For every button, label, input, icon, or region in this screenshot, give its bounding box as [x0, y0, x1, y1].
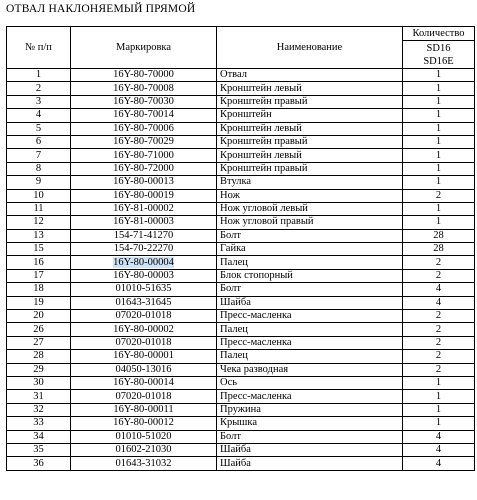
- row-quantity: 4: [403, 296, 475, 309]
- row-quantity: 1: [403, 95, 475, 108]
- row-number: 5: [7, 122, 71, 135]
- row-part-code: 01010-51020: [71, 430, 217, 443]
- row-number: 6: [7, 135, 71, 148]
- row-part-code: 07020-01018: [71, 336, 217, 349]
- header-name: Наименование: [217, 27, 403, 69]
- table-row: [7, 135, 475, 148]
- row-number: 30: [7, 376, 71, 389]
- row-number: 11: [7, 202, 71, 215]
- row-part-name: Шайба: [217, 296, 403, 309]
- table-row: [7, 149, 475, 162]
- table-row: [7, 189, 475, 202]
- table-row: [7, 202, 475, 215]
- row-part-name: Болт: [217, 430, 403, 443]
- row-part-code: 01602-21030: [71, 443, 217, 456]
- table-row: [7, 216, 475, 229]
- row-quantity: 2: [403, 256, 475, 269]
- row-part-code: 16Y-80-00014: [71, 376, 217, 389]
- row-part-code: 16Y-80-70030: [71, 95, 217, 108]
- row-part-name: Пружина: [217, 403, 403, 416]
- row-part-code: 16Y-80-00003: [71, 269, 217, 282]
- row-part-name: Шайба: [217, 443, 403, 456]
- row-quantity: 4: [403, 430, 475, 443]
- row-number: 13: [7, 229, 71, 242]
- header-model-sd16e: SD16E: [423, 55, 454, 67]
- row-number: 7: [7, 149, 71, 162]
- row-part-name: Кронштейн левый: [217, 122, 403, 135]
- table-row: [7, 82, 475, 95]
- row-quantity: 28: [403, 243, 475, 256]
- table-row: [7, 256, 475, 269]
- table-row: [7, 310, 475, 323]
- row-quantity: 2: [403, 189, 475, 202]
- row-number: 9: [7, 176, 71, 189]
- row-quantity: 1: [403, 417, 475, 430]
- table-row: [7, 176, 475, 189]
- row-part-code: 01643-31645: [71, 296, 217, 309]
- table-row: [7, 95, 475, 108]
- row-quantity: 1: [403, 376, 475, 389]
- row-part-code: 07020-01018: [71, 310, 217, 323]
- row-part-code: 16Y-80-70014: [71, 109, 217, 122]
- row-number: 27: [7, 336, 71, 349]
- row-part-name: Кронштейн левый: [217, 82, 403, 95]
- row-part-name: Отвал: [217, 69, 403, 82]
- row-part-name: Кронштейн правый: [217, 162, 403, 175]
- row-part-code: 16Y-81-00003: [71, 216, 217, 229]
- row-part-name: Нож угловой правый: [217, 216, 403, 229]
- header-row: [7, 27, 475, 41]
- parts-table-body: [7, 69, 475, 471]
- row-number: 36: [7, 457, 71, 470]
- document-title: ОТВАЛ НАКЛОНЯЕМЫЙ ПРЯМОЙ: [6, 3, 196, 15]
- table-row: [7, 376, 475, 389]
- row-part-name: Ось: [217, 376, 403, 389]
- row-quantity: 28: [403, 229, 475, 242]
- row-number: 34: [7, 430, 71, 443]
- row-part-code: 16Y-80-70006: [71, 122, 217, 135]
- row-number: 28: [7, 350, 71, 363]
- row-number: 18: [7, 283, 71, 296]
- row-part-name: Болт: [217, 229, 403, 242]
- parts-table: [6, 26, 475, 471]
- row-part-name: Блок стопорный: [217, 269, 403, 282]
- table-row: [7, 417, 475, 430]
- row-number: 1: [7, 69, 71, 82]
- row-part-name: Гайка: [217, 243, 403, 256]
- row-quantity: 1: [403, 403, 475, 416]
- row-number: 20: [7, 310, 71, 323]
- row-number: 4: [7, 109, 71, 122]
- row-part-code: 16Y-80-00002: [71, 323, 217, 336]
- row-number: 19: [7, 296, 71, 309]
- row-quantity: 2: [403, 336, 475, 349]
- table-row: [7, 243, 475, 256]
- row-part-name: Нож: [217, 189, 403, 202]
- table-row: [7, 283, 475, 296]
- row-part-code: 16Y-80-00013: [71, 176, 217, 189]
- row-number: 8: [7, 162, 71, 175]
- row-number: 12: [7, 216, 71, 229]
- table-row: [7, 430, 475, 443]
- row-part-name: Кронштейн правый: [217, 95, 403, 108]
- row-number: 2: [7, 82, 71, 95]
- row-quantity: 1: [403, 216, 475, 229]
- row-part-name: Чека разводная: [217, 363, 403, 376]
- row-part-code: 154-70-22270: [71, 243, 217, 256]
- row-part-name: Палец: [217, 256, 403, 269]
- table-row: [7, 403, 475, 416]
- header-model-sd16: SD16: [426, 42, 451, 54]
- row-quantity: 4: [403, 457, 475, 470]
- row-part-code: 16Y-80-00011: [71, 403, 217, 416]
- row-part-code: 16Y-80-70008: [71, 82, 217, 95]
- row-number: 35: [7, 443, 71, 456]
- row-part-code: 04050-13016: [71, 363, 217, 376]
- row-part-name: Палец: [217, 323, 403, 336]
- table-row: [7, 122, 475, 135]
- row-part-name: Нож угловой левый: [217, 202, 403, 215]
- row-part-name: Кронштейн левый: [217, 149, 403, 162]
- row-part-code: 16Y-80-72000: [71, 162, 217, 175]
- row-part-name: Кронштейн: [217, 109, 403, 122]
- table-row: [7, 323, 475, 336]
- row-part-code: 16Y-80-00012: [71, 417, 217, 430]
- row-quantity: 2: [403, 350, 475, 363]
- row-number: 32: [7, 403, 71, 416]
- row-quantity: 4: [403, 283, 475, 296]
- row-part-name: Втулка: [217, 176, 403, 189]
- row-part-name: Палец: [217, 350, 403, 363]
- row-part-name: Пресс-масленка: [217, 336, 403, 349]
- table-row: [7, 390, 475, 403]
- row-quantity: 2: [403, 363, 475, 376]
- row-part-code: 16Y-80-70000: [71, 69, 217, 82]
- row-part-name: Пресс-масленка: [217, 390, 403, 403]
- row-part-code: 16Y-80-71000: [71, 149, 217, 162]
- row-quantity: 2: [403, 323, 475, 336]
- row-part-code: 154-71-41270: [71, 229, 217, 242]
- row-quantity: 1: [403, 69, 475, 82]
- row-part-code: 01643-31032: [71, 457, 217, 470]
- row-number: 31: [7, 390, 71, 403]
- table-row: [7, 363, 475, 376]
- header-code: Маркировка: [71, 27, 217, 69]
- row-part-code: 16Y-81-00002: [71, 202, 217, 215]
- row-quantity: 2: [403, 310, 475, 323]
- row-part-name: Шайба: [217, 457, 403, 470]
- row-number: 29: [7, 363, 71, 376]
- table-row: [7, 443, 475, 456]
- row-number: 26: [7, 323, 71, 336]
- row-number: 17: [7, 269, 71, 282]
- row-quantity: 1: [403, 109, 475, 122]
- row-quantity: 1: [403, 122, 475, 135]
- table-row: [7, 269, 475, 282]
- row-quantity: 1: [403, 162, 475, 175]
- row-number: 15: [7, 243, 71, 256]
- row-part-name: Кронштейн правый: [217, 135, 403, 148]
- row-part-code: 01010-51635: [71, 283, 217, 296]
- header-num: № п/п: [7, 27, 71, 69]
- row-number: 33: [7, 417, 71, 430]
- row-quantity: 1: [403, 390, 475, 403]
- table-row: [7, 336, 475, 349]
- table-row: [7, 69, 475, 82]
- row-quantity: 1: [403, 82, 475, 95]
- row-part-code: 16Y-80-00001: [71, 350, 217, 363]
- row-part-name: Крышка: [217, 417, 403, 430]
- header-models: [403, 41, 475, 69]
- row-quantity: 2: [403, 269, 475, 282]
- table-row: [7, 457, 475, 470]
- row-part-name: Болт: [217, 283, 403, 296]
- row-quantity: 1: [403, 202, 475, 215]
- table-row: [7, 229, 475, 242]
- table-row: [7, 296, 475, 309]
- table-row: [7, 350, 475, 363]
- row-number: 3: [7, 95, 71, 108]
- row-quantity: 1: [403, 135, 475, 148]
- row-part-code: 16Y-80-70029: [71, 135, 217, 148]
- selected-text-highlight[interactable]: 16Y-80-00004: [113, 256, 174, 268]
- table-row: [7, 162, 475, 175]
- row-number: 16: [7, 256, 71, 269]
- row-quantity: 1: [403, 176, 475, 189]
- table-row: [7, 109, 475, 122]
- row-number: 10: [7, 189, 71, 202]
- row-part-name: Пресс-масленка: [217, 310, 403, 323]
- row-part-code: 07020-01018: [71, 390, 217, 403]
- row-quantity: 1: [403, 149, 475, 162]
- row-quantity: 4: [403, 443, 475, 456]
- row-part-code: 16Y-80-00019: [71, 189, 217, 202]
- header-qty: Количество: [403, 27, 475, 41]
- row-part-code: [71, 256, 217, 269]
